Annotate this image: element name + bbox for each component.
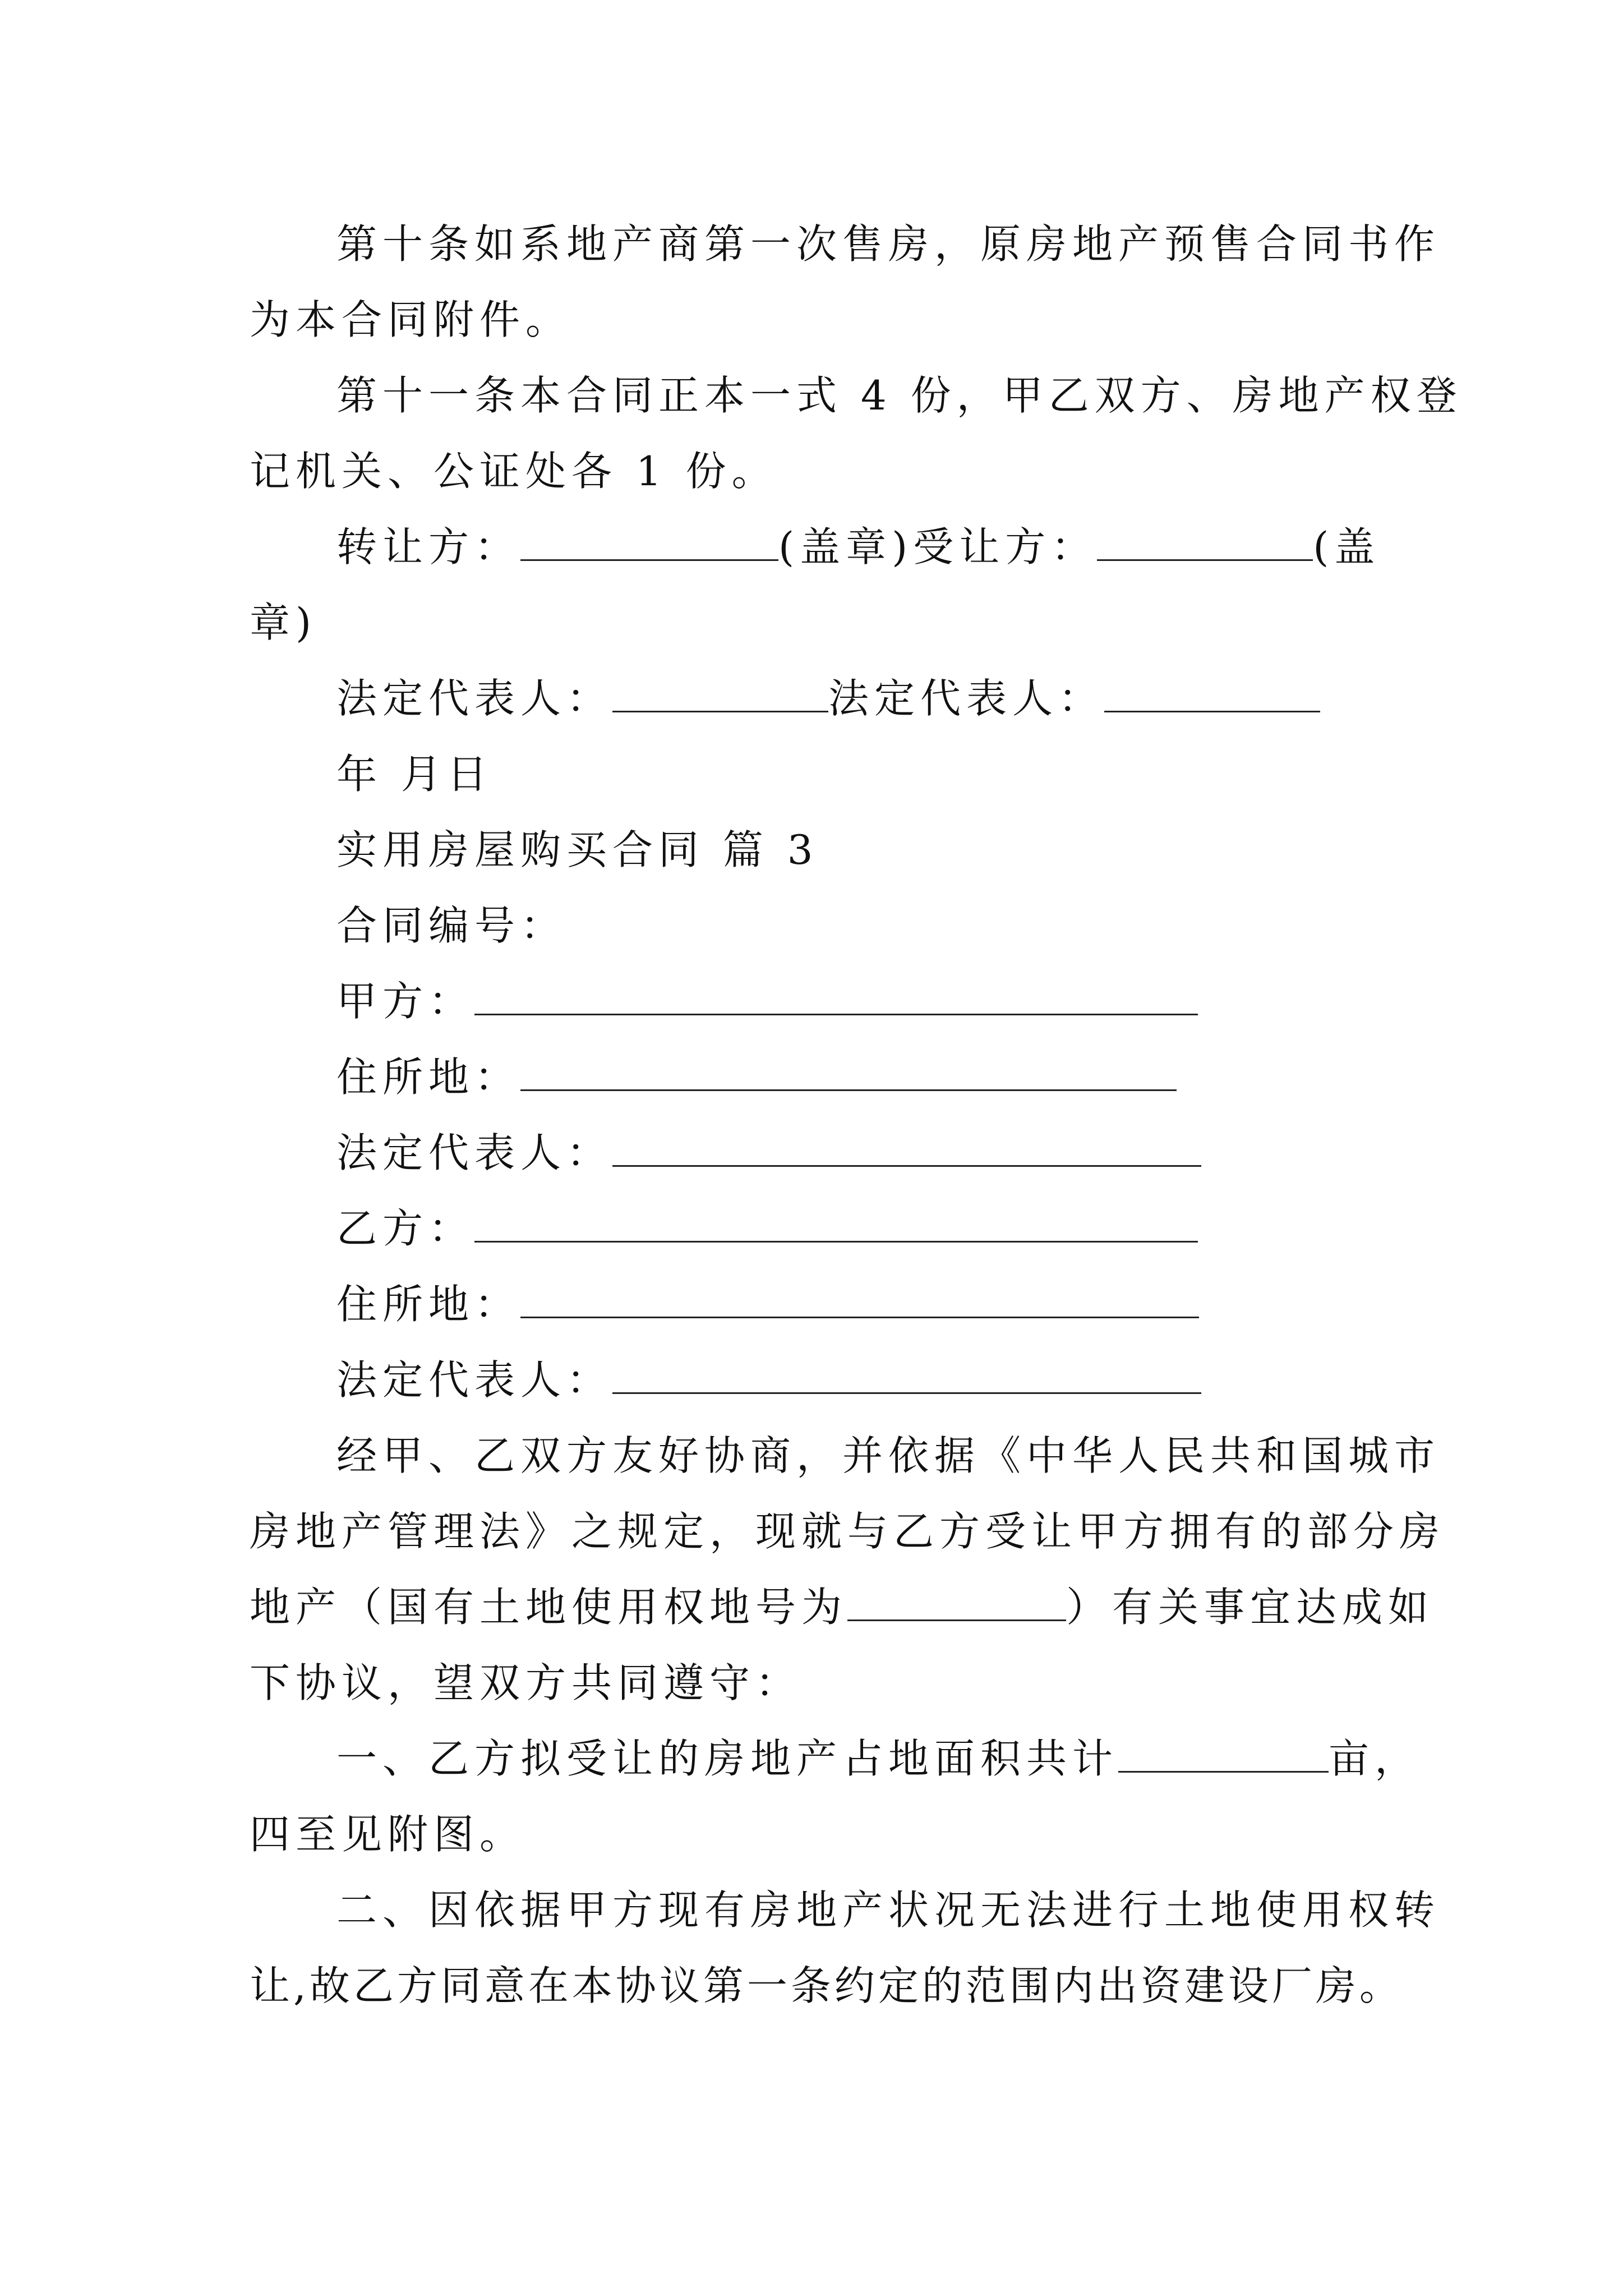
intro-line-1: 经甲、乙双方友好协商，并依据《中华人民共和国城市 (336, 1432, 1441, 1479)
clause-1-line-1 (336, 1731, 1421, 1787)
party-a-address-line (336, 1049, 1177, 1105)
party-b-rep-blank[interactable] (612, 1358, 1201, 1394)
clause-11-line-1: 第十一条本合同正本一式 4 份，甲乙双方、房地产权登 (336, 372, 1463, 419)
party-b-rep-label: 法定代表人： (336, 1356, 613, 1404)
clause-1-line-2: 四至见附图。 (250, 1811, 526, 1858)
section-heading: 实用房屋购买合同 篇 3 (336, 826, 819, 873)
party-a-address-blank[interactable] (520, 1055, 1177, 1091)
area-blank[interactable] (1118, 1736, 1329, 1773)
legal-rep-label-2: 法定代表人： (828, 675, 1105, 722)
land-number-blank[interactable] (847, 1585, 1066, 1621)
party-a-rep-line (336, 1125, 1201, 1181)
party-a-rep-label: 法定代表人： (336, 1129, 613, 1176)
transferor-blank[interactable] (520, 524, 778, 561)
document-page (250, 0, 1463, 2296)
intro-line-3-part-1: 地产（国有土地使用权地号为 (250, 1584, 848, 1631)
intro-line-2: 房地产管理法》之规定，现就与乙方受让甲方拥有的部分房 (250, 1508, 1446, 1555)
legal-rep-blank-1[interactable] (612, 676, 828, 712)
party-a-label: 甲方： (336, 978, 475, 1025)
clause-2-line-1: 二、因依据甲方现有房地产状况无法进行土地使用权转 (336, 1887, 1441, 1934)
party-b-label: 乙方： (336, 1205, 475, 1252)
legal-rep-blank-2[interactable] (1104, 676, 1320, 712)
transferor-seal: (盖章) (778, 523, 914, 570)
party-b-address-line (336, 1276, 1199, 1332)
transferee-blank[interactable] (1097, 524, 1313, 561)
intro-line-3-part-2: ）有关事宜达成如 (1066, 1584, 1435, 1631)
transferee-seal: (盖 (1313, 523, 1381, 570)
party-b-address-label: 住所地： (336, 1281, 521, 1328)
legal-rep-label-1: 法定代表人： (336, 675, 613, 722)
party-b-line (336, 1200, 1198, 1257)
date-line: 年 月日 (336, 751, 493, 798)
clause-2-line-2: 让,故乙方同意在本协议第一条约定的范围内出资建设厂房。 (250, 1962, 1403, 2009)
contract-number-label: 合同编号： (336, 902, 567, 949)
clause-10-line-1: 第十条如系地产商第一次售房，原房地产预售合同书作 (336, 220, 1441, 268)
party-b-rep-line (336, 1352, 1201, 1408)
clause-10-line-2: 为本合同附件。 (250, 296, 572, 343)
clause-11-line-2: 记机关、公证处各 1 份。 (250, 448, 778, 495)
party-a-address-label: 住所地： (336, 1053, 521, 1101)
intro-line-3 (250, 1579, 1434, 1635)
party-b-blank[interactable] (474, 1206, 1198, 1243)
clause-1-part-2: 亩， (1329, 1735, 1421, 1782)
intro-line-4: 下协议，望双方共同遵守： (250, 1659, 802, 1706)
party-a-rep-blank[interactable] (612, 1130, 1201, 1167)
transferee-label: 受让方： (913, 523, 1098, 570)
transferor-label: 转让方： (336, 523, 521, 570)
party-a-line (336, 973, 1198, 1029)
party-a-blank[interactable] (474, 979, 1198, 1015)
legal-rep-line (336, 670, 1320, 726)
clause-1-part-1: 一、乙方拟受让的房地产占地面积共计 (336, 1735, 1119, 1782)
party-b-address-blank[interactable] (520, 1282, 1199, 1318)
signature-line (336, 519, 1380, 575)
signature-line-2: 章) (250, 599, 317, 646)
